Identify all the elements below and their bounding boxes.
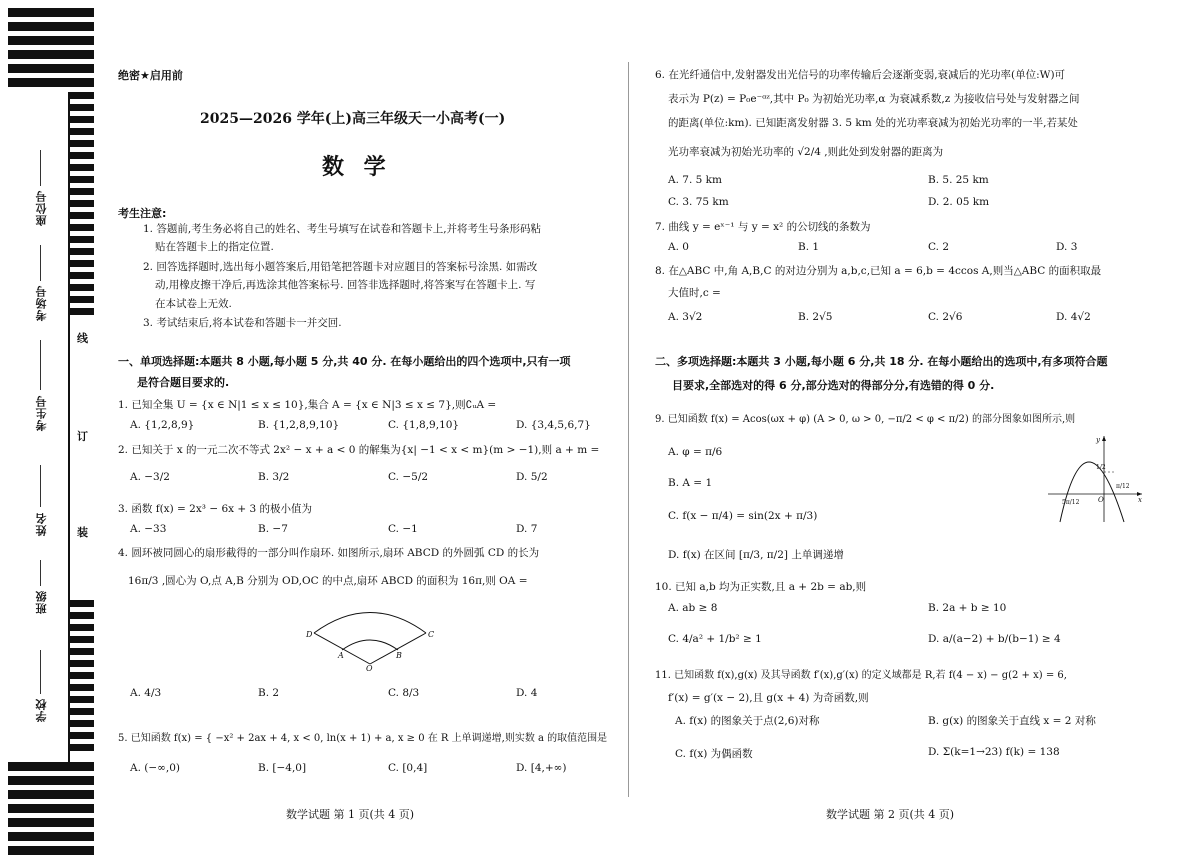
q1-stem: 1. 已知全集 U = {x ∈ N|1 ≤ x ≤ 10},集合 A = {x ∈ N|3 ≤ x ≤ 7},则∁ᵤA =	[118, 399, 497, 411]
q4-label-c: C	[428, 630, 435, 639]
q5-option-b: B. [−4,0]	[258, 762, 307, 774]
q10-option-c: C. 4/a² + 1/b² ≥ 1	[668, 633, 762, 645]
q9-tick-half: 1/2	[1096, 464, 1106, 471]
page-divider	[628, 62, 629, 797]
name-label: 姓名	[35, 512, 48, 536]
q6-option-c: C. 3. 75 km	[668, 196, 729, 208]
section2-heading-cont: 目要求,全部选对的得 6 分,部分选对的得部分分,有选错的得 0 分.	[672, 379, 995, 392]
q9-option-a: A. φ = π/6	[668, 446, 723, 458]
q9-axis-x: x	[1138, 496, 1142, 504]
q3-option-d: D. 7	[516, 523, 538, 535]
q7-option-a: A. 0	[668, 241, 689, 253]
q8-stem-line1: 8. 在△ABC 中,角 A,B,C 的对边分别为 a,b,c,已知 a = 6,b = 4ccos A,则当△ABC 的面积取最	[655, 265, 1102, 277]
q3-option-b: B. −7	[258, 523, 288, 535]
q4-option-c: C. 8/3	[388, 687, 420, 699]
school-line	[40, 650, 41, 694]
secret-mark: 绝密★启用前	[118, 69, 183, 82]
q8-option-b: B. 2√5	[798, 311, 833, 323]
q6-option-a: A. 7. 5 km	[668, 174, 722, 186]
notice-title: 考生注意:	[118, 207, 167, 220]
q7-option-d: D. 3	[1056, 241, 1078, 253]
q11-option-a: A. f(x) 的图象关于点(2,6)对称	[675, 715, 820, 727]
q2-stem: 2. 已知关于 x 的一元二次不等式 2x² − x + a < 0 的解集为{x| −1 < x < m}(m > −1),则 a + m =	[118, 444, 600, 456]
section1-heading: 一、单项选择题:本题共 8 小题,每小题 5 分,共 40 分. 在每小题给出的四个选项中,只有一项	[118, 355, 571, 368]
page1-footer: 数学试题 第 1 页(共 4 页)	[286, 808, 415, 821]
q7-option-b: B. 1	[798, 241, 820, 253]
q11-option-c: C. f(x) 为偶函数	[675, 748, 753, 760]
section1-heading-cont: 是符合题目要求的.	[137, 376, 230, 389]
name-line	[40, 465, 41, 507]
q1-option-c: C. {1,8,9,10}	[388, 419, 460, 431]
q9-origin: O	[1098, 496, 1104, 504]
q8-option-a: A. 3√2	[668, 311, 703, 323]
q4-label-o: O	[366, 664, 373, 672]
q5-stem: 5. 已知函数 f(x) = { −x² + 2ax + 4, x < 0, ln(x + 1) + a, x ≥ 0 在 R 上单调递增,则实数 a 的取值范围是	[118, 733, 608, 744]
q2-option-d: D. 5/2	[516, 471, 548, 483]
q4-label-d: D	[306, 630, 313, 639]
q7-stem: 7. 曲线 y = eˣ⁻¹ 与 y = x² 的公切线的条数为	[655, 221, 871, 233]
q4-option-a: A. 4/3	[130, 687, 162, 699]
q11-stem-line1: 11. 已知函数 f(x),g(x) 及其导函数 f′(x),g′(x) 的定义域都是 R,若 f(4 − x) − g(2 + x) = 6,	[655, 670, 1067, 681]
q4-annulus-sector-figure	[300, 600, 440, 672]
q9-tick-pi12: π/12	[1116, 483, 1130, 490]
q11-option-d: D. Σ(k=1→23) f(k) = 138	[928, 746, 1060, 758]
q3-stem: 3. 函数 f(x) = 2x³ − 6x + 3 的极小值为	[118, 503, 313, 515]
q7-option-c: C. 2	[928, 241, 950, 253]
seat-no-line	[40, 150, 41, 186]
exam-no-label: 考生号	[35, 395, 48, 431]
binding-char-pack: 装	[77, 526, 88, 539]
notice-line: 动,用橡皮擦干净后,再选涂其他答案标号. 回答非选择题时,将答案写在答题卡上. 写	[155, 279, 536, 291]
q10-option-a: A. ab ≥ 8	[668, 602, 718, 614]
q11-option-b: B. g(x) 的图象关于直线 x = 2 对称	[928, 715, 1096, 727]
room-no-label: 考场号	[35, 285, 48, 321]
q6-stem-line4: 光功率衰减为初始光功率的 √2/4 ,则此处到发射器的距离为	[668, 146, 944, 158]
q6-option-d: D. 2. 05 km	[928, 196, 990, 208]
q1-option-b: B. {1,2,8,9,10}	[258, 419, 340, 431]
q9-cosine-graph-figure	[1046, 432, 1146, 524]
q4-stem-line1: 4. 圆环被同圆心的扇形截得的一部分叫作扇环. 如图所示,扇环 ABCD 的外圆弧 CD 的长为	[118, 547, 540, 559]
notice-line: 2. 回答选择题时,选出每小题答案后,用铅笔把答题卡对应题目的答案标号涂黑. 如需改	[143, 261, 538, 273]
q8-option-d: D. 4√2	[1056, 311, 1091, 323]
binding-char-order: 订	[77, 430, 88, 443]
notice-line: 在本试卷上无效.	[155, 298, 232, 310]
q9-stem: 9. 已知函数 f(x) = Acos(ωx + φ) (A > 0, ω > 0, −π/2 < φ < π/2) 的部分图象如图所示,则	[655, 414, 1076, 425]
q10-option-b: B. 2a + b ≥ 10	[928, 602, 1007, 614]
q6-stem-line2: 表示为 P(z) = P₀e⁻ᵅᶻ,其中 P₀ 为初始光功率,α 为衰减系数,z 为接收信号处与发射器之间	[668, 93, 1080, 105]
seat-no-label: 座位号	[35, 190, 48, 226]
q4-stem-line2: 16π/3 ,圆心为 O,点 A,B 分别为 OD,OC 的中点,扇环 ABCD 的面积为 16π,则 OA =	[128, 575, 528, 587]
class-label: 班级	[35, 590, 48, 614]
exam-no-line	[40, 340, 41, 390]
class-line	[40, 560, 41, 586]
q6-stem-line3: 的距离(单位:km). 已知距离发射器 3. 5 km 处的光功率衰减为初始光功率的一半,若某处	[668, 117, 1078, 129]
school-label: 学校	[35, 698, 48, 722]
q2-option-b: B. 3/2	[258, 471, 290, 483]
q3-option-c: C. −1	[388, 523, 418, 535]
q6-stem-line1: 6. 在光纤通信中,发射器发出光信号的功率传输后会逐渐变弱,衰减后的光功率(单位:W)可	[655, 69, 1066, 81]
page2-footer: 数学试题 第 2 页(共 4 页)	[826, 808, 955, 821]
q9-option-d: D. f(x) 在区间 [π/3, π/2] 上单调递增	[668, 549, 844, 561]
q4-option-d: D. 4	[516, 687, 538, 699]
q9-option-c: C. f(x − π/4) = sin(2x + π/3)	[668, 510, 818, 522]
section2-heading: 二、多项选择题:本题共 3 小题,每小题 6 分,共 18 分. 在每小题给出的选项中,有多项符合题	[655, 355, 1108, 368]
binding-char-line: 线	[77, 332, 88, 345]
q10-option-d: D. a/(a−2) + b/(b−1) ≥ 4	[928, 633, 1061, 645]
q11-stem-line2: f′(x) = g′(x − 2),且 g(x + 4) 为奇函数,则	[668, 692, 869, 704]
q8-stem-line2: 大值时,c =	[668, 287, 721, 299]
q4-option-b: B. 2	[258, 687, 280, 699]
q5-option-a: A. (−∞,0)	[130, 762, 181, 774]
subject-title: 数 学	[322, 155, 392, 180]
q6-option-b: B. 5. 25 km	[928, 174, 989, 186]
notice-line: 3. 考试结束后,将本试卷和答题卡一并交回.	[143, 317, 342, 329]
q2-option-a: A. −3/2	[130, 471, 170, 483]
q10-stem: 10. 已知 a,b 均为正实数,且 a + 2b = ab,则	[655, 581, 867, 593]
room-no-line	[40, 245, 41, 281]
notice-line: 贴在答题卡上的指定位置.	[155, 241, 274, 253]
q5-option-d: D. [4,+∞)	[516, 762, 567, 774]
q9-tick-5pi12: 5π/12	[1062, 499, 1080, 506]
q9-option-b: B. A = 1	[668, 477, 713, 489]
notice-line: 1. 答题前,考生务必将自己的姓名、考生号填写在试卷和答题卡上,并将考生号条形码粘	[143, 223, 542, 235]
q1-option-a: A. {1,2,8,9}	[130, 419, 195, 431]
q1-option-d: D. {3,4,5,6,7}	[516, 419, 591, 431]
q2-option-c: C. −5/2	[388, 471, 429, 483]
q4-label-a: A	[338, 651, 344, 660]
q4-label-b: B	[396, 651, 402, 660]
q8-option-c: C. 2√6	[928, 311, 963, 323]
q3-option-a: A. −33	[130, 523, 167, 535]
q5-option-c: C. [0,4]	[388, 762, 428, 774]
q9-axis-y: y	[1096, 436, 1100, 444]
exam-title: 2025—2026 学年(上)高三年级天一小高考(一)	[200, 111, 506, 127]
